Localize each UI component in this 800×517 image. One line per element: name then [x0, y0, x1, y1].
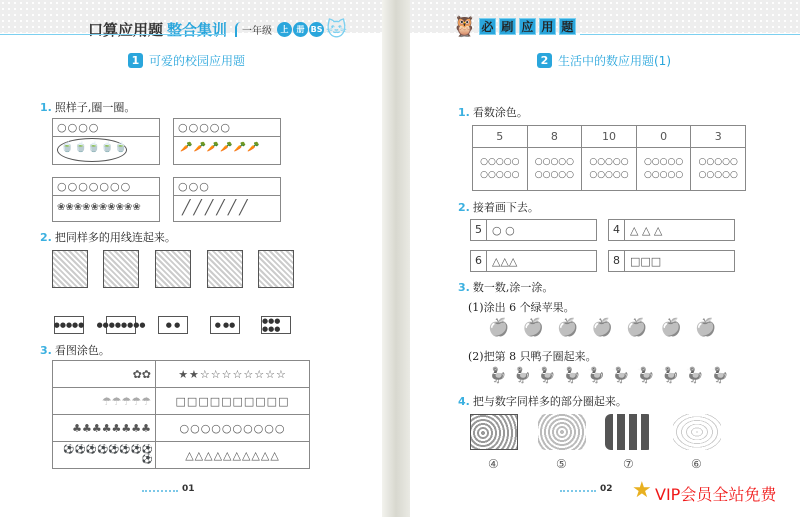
question-number: 4.: [458, 395, 470, 408]
picture-cell: ⚽⚽⚽⚽⚽⚽⚽⚽⚽: [53, 442, 156, 469]
book-subtitle: 整合集训: [167, 20, 228, 39]
right-page: [410, 0, 800, 517]
fruit-group[interactable]: [605, 414, 653, 450]
question-4: [458, 393, 627, 409]
circle-cell[interactable]: ○○○○○○○○○○: [636, 148, 691, 191]
number-color-table: [472, 125, 746, 191]
question-number: 3.: [40, 344, 52, 357]
title-char: 用: [539, 18, 556, 35]
sub-question-2: (2)把第 8 只鸭子圈起来。: [468, 350, 597, 363]
duck-row[interactable]: 🦆🦆🦆🦆🦆🦆🦆🦆🦆🦆: [488, 366, 735, 384]
item-pictures: 🍵🍵🍵🍵🍵: [61, 142, 129, 153]
header-line: [0, 34, 225, 35]
fruit-group[interactable]: [470, 414, 518, 450]
dot-card: ● ●: [158, 316, 188, 334]
volume-chip: 册: [293, 22, 308, 37]
shape-cell[interactable]: ○○○○○○○○○○: [156, 415, 310, 442]
pattern-box[interactable]: [470, 250, 597, 272]
shape-cell[interactable]: ★★☆☆☆☆☆☆☆☆: [156, 361, 310, 388]
sub-question-1: (1)涂出 6 个绿苹果。: [468, 301, 575, 314]
circle-box: [52, 118, 160, 165]
count-label: ⑤: [556, 457, 567, 471]
question-number: 2.: [458, 201, 470, 214]
question-1: [458, 104, 528, 120]
circle-box: [52, 177, 160, 222]
cat-mascot-icon: 🐱: [326, 17, 347, 41]
number-cell: 0: [636, 126, 691, 148]
dot-card: ●●● ●●●: [261, 316, 291, 334]
pattern-count: 6: [471, 251, 487, 271]
pattern-shapes: △ △ △: [630, 223, 663, 237]
question-number: 1.: [40, 101, 52, 114]
pattern-shapes: □□□: [630, 254, 662, 268]
dot-card: ●●●●●●●●: [106, 316, 136, 334]
dot-card: ● ●●: [210, 316, 240, 334]
coloring-table: [52, 360, 310, 469]
circle-cell[interactable]: ○○○○○○○○○○: [582, 148, 637, 191]
question-text: 把同样多的用线连起来。: [54, 231, 176, 244]
item-pictures: 🥕🥕🥕🥕🥕🥕: [180, 142, 261, 153]
left-page: [0, 0, 382, 517]
grade-label: 一年级: [235, 22, 272, 37]
shape-cell[interactable]: □□□□□□□□□□: [156, 388, 310, 415]
section-heading: [128, 52, 245, 69]
star-logo-icon: ★: [632, 478, 652, 503]
circle-cell[interactable]: ○○○○○○○○○○: [473, 148, 528, 191]
section-heading: [537, 52, 671, 69]
fruit-group[interactable]: [673, 414, 721, 450]
fruit-group[interactable]: [538, 414, 586, 450]
title-char: 应: [519, 18, 536, 35]
question-3: [458, 279, 553, 295]
question-text: 看图涂色。: [54, 344, 110, 357]
pattern-shapes: △△△: [492, 254, 518, 268]
apple-row[interactable]: 🍎 🍎 🍎 🍎 🍎 🍎 🍎: [488, 318, 721, 338]
question-text: 接着画下去。: [472, 201, 539, 214]
pattern-count: 5: [471, 220, 487, 240]
section-title: 可爱的校园应用题: [149, 54, 246, 68]
owl-mascot-icon: 🦉: [452, 14, 477, 38]
question-number: 1.: [458, 106, 470, 119]
section-title: 生活中的数应用题(1): [558, 54, 671, 68]
question-text: 看数涂色。: [472, 106, 528, 119]
question-number: 2.: [40, 231, 52, 244]
volume-chip: 上: [277, 22, 292, 37]
animal-picture: [103, 250, 139, 288]
question-1: [40, 99, 135, 115]
count-label: ⑦: [623, 457, 634, 471]
section-number: 2: [537, 53, 552, 68]
page-number: 01: [182, 484, 195, 494]
animal-picture: [258, 250, 294, 288]
question-3: [40, 342, 110, 358]
book-header: [452, 14, 579, 38]
count-label: ④: [488, 457, 499, 471]
title-char: 题: [559, 18, 576, 35]
pattern-box[interactable]: [608, 219, 735, 241]
circle-cell[interactable]: ○○○○○○○○○○: [691, 148, 746, 191]
count-label: ⑥: [691, 457, 702, 471]
question-text: 数一数,涂一涂。: [472, 281, 554, 294]
volume-chip: BS: [309, 22, 324, 37]
sample-circles: ○○○○○○○: [57, 180, 132, 193]
book-spine: [382, 0, 410, 517]
animal-picture: [52, 250, 88, 288]
circle-box: [173, 177, 281, 222]
number-cell: 10: [582, 126, 637, 148]
watermark-text: VIP会员全站免费: [655, 485, 777, 504]
sample-circles: ○○○○: [57, 121, 100, 134]
pattern-box[interactable]: [470, 219, 597, 241]
header-line: [580, 34, 800, 35]
pattern-shapes: ○ ○: [492, 223, 515, 237]
section-number: 1: [128, 53, 143, 68]
number-cell: 8: [527, 126, 582, 148]
pattern-box[interactable]: [608, 250, 735, 272]
circle-box: [173, 118, 281, 165]
sample-circles: ○○○○○: [178, 121, 231, 134]
question-2: [458, 199, 539, 215]
item-pictures: ╱╱╱╱╱╱: [182, 200, 251, 216]
title-char: 必: [479, 18, 496, 35]
animal-picture: [207, 250, 243, 288]
pattern-count: 8: [609, 251, 625, 271]
pattern-count: 4: [609, 220, 625, 240]
picture-cell: ☂☂☂☂☂: [53, 388, 156, 415]
book-title: 口算应用题: [88, 20, 164, 39]
picture-cell: ♣♣♣♣♣♣♣♣: [53, 415, 156, 442]
title-char: 刷: [499, 18, 516, 35]
shape-cell[interactable]: △△△△△△△△△△: [156, 442, 310, 469]
question-2: [40, 229, 176, 245]
question-text: 照样子,圈一圈。: [54, 101, 136, 114]
book-header: [88, 17, 347, 41]
animal-picture: [155, 250, 191, 288]
question-number: 3.: [458, 281, 470, 294]
page-number: 02: [600, 484, 613, 494]
picture-cell: ✿✿: [53, 361, 156, 388]
sample-circles: ○○○: [178, 180, 210, 193]
number-cell: 5: [473, 126, 528, 148]
question-text: 把与数字同样多的部分圈起来。: [472, 395, 627, 408]
dot-card: ●●●●●: [54, 316, 84, 334]
circle-cell[interactable]: ○○○○○○○○○○: [527, 148, 582, 191]
number-cell: 3: [691, 126, 746, 148]
item-pictures: ❀❀❀❀❀❀❀❀❀❀: [57, 202, 141, 213]
